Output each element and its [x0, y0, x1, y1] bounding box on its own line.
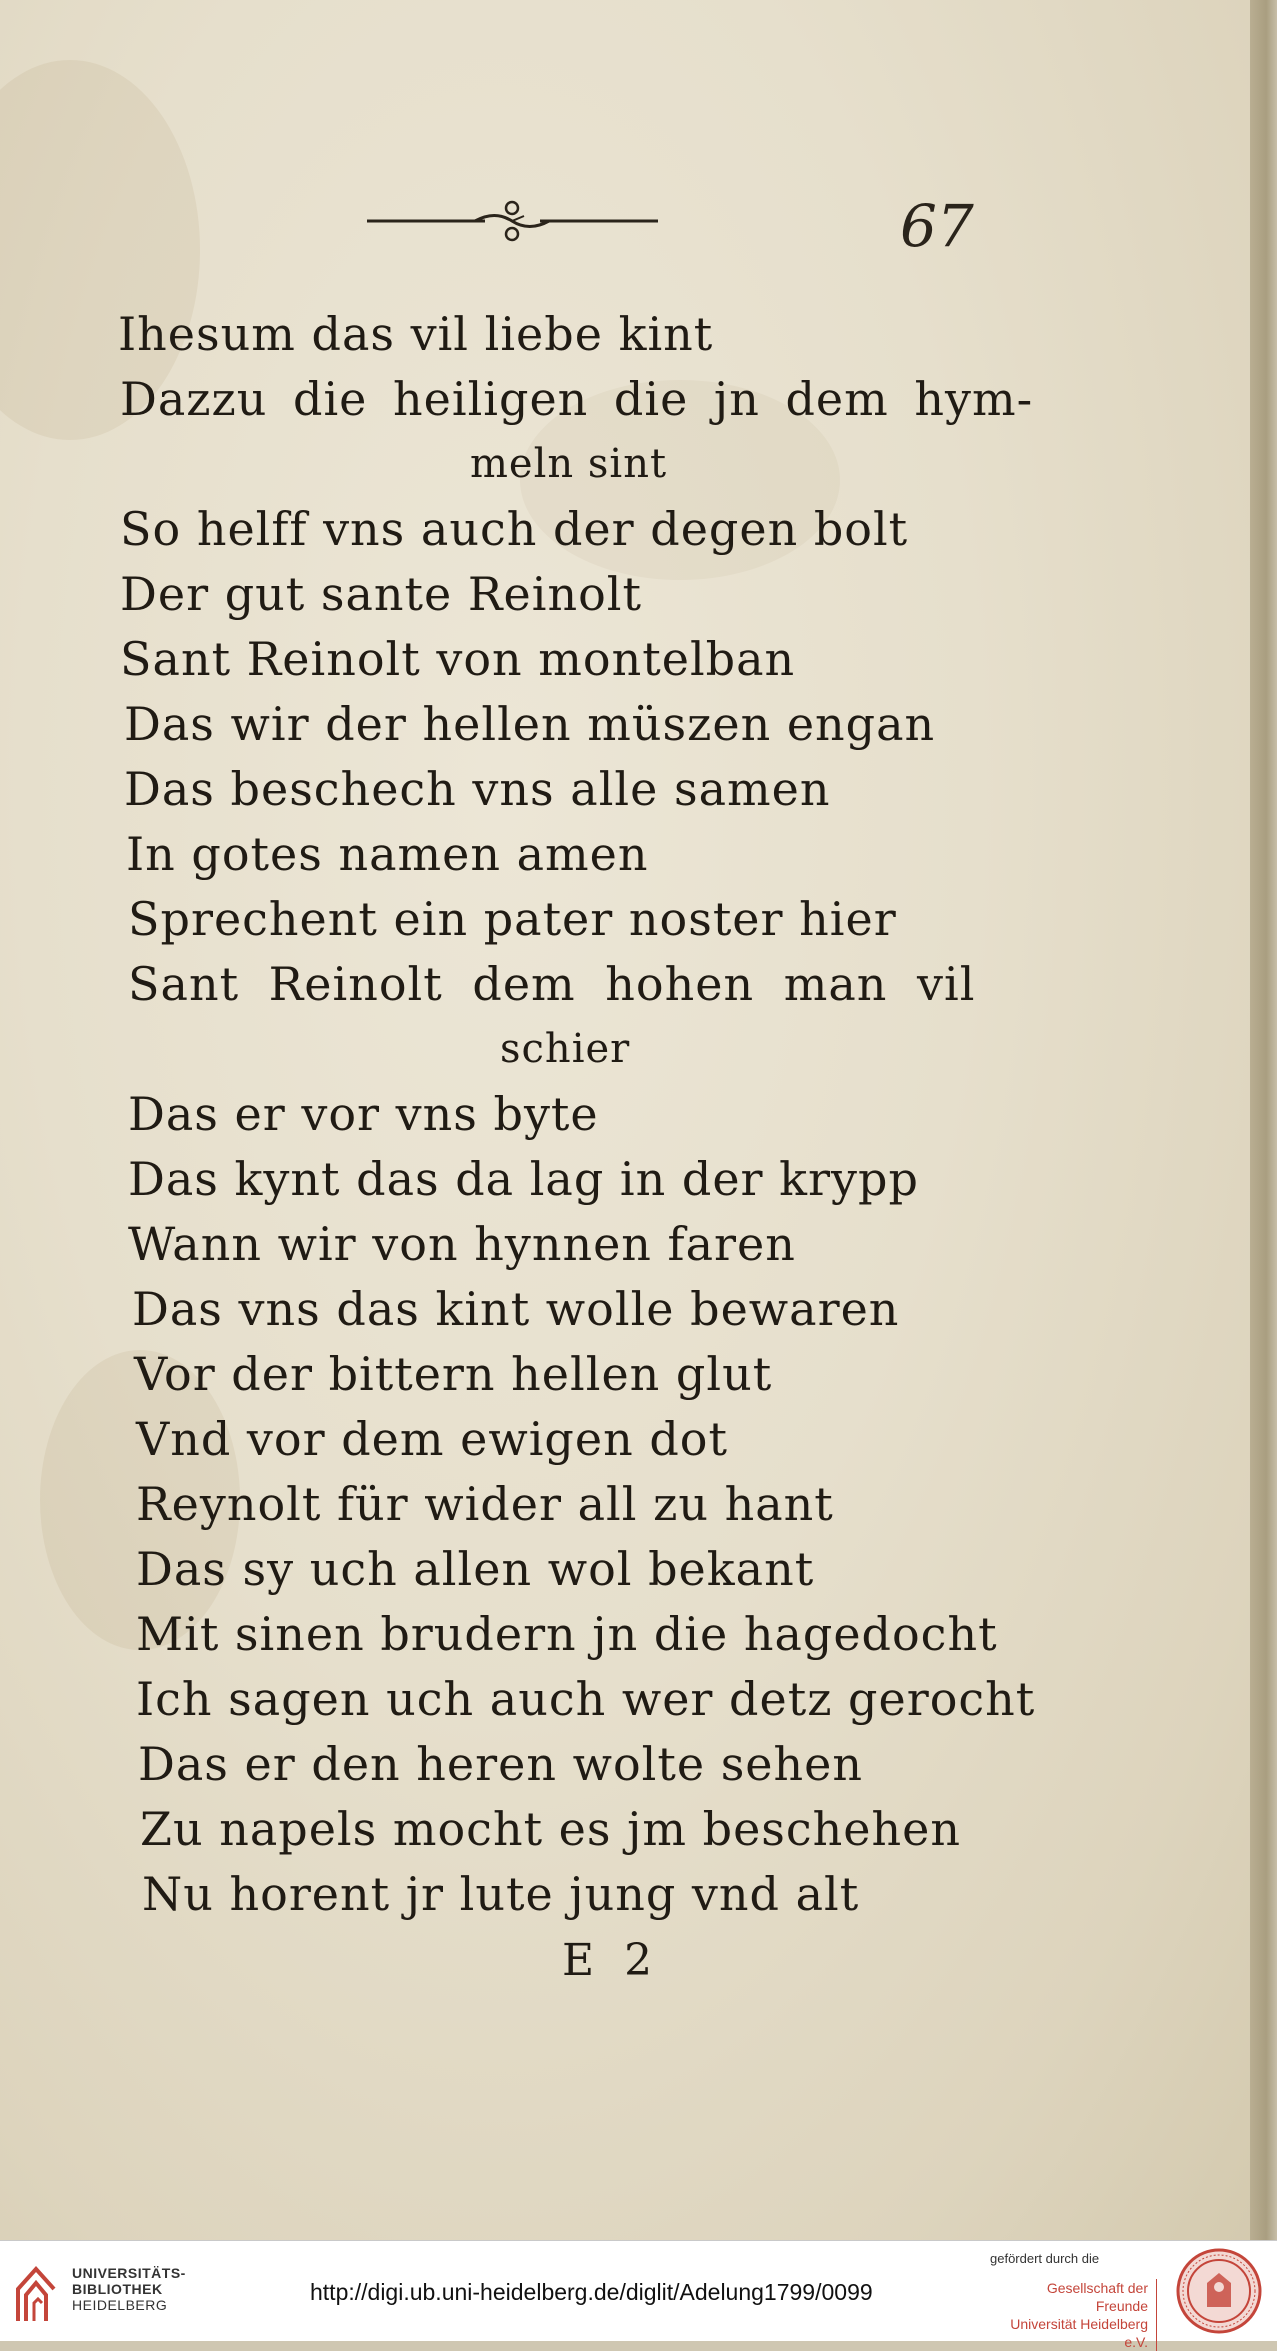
printer-signature-mark: E 2: [562, 1935, 661, 1986]
page-edge: [1250, 0, 1277, 2240]
footer-bar: [0, 2240, 1277, 2350]
verse-line: Nu horent jr lute jung vnd alt: [142, 1867, 860, 1921]
sponsor-caption: gefördert durch die: [990, 2251, 1100, 2266]
library-name-line: HEIDELBERG: [72, 2297, 168, 2313]
permalink-url[interactable]: http://digi.ub.uni-heidelberg.de/diglit/Adelung1799/0099: [310, 2279, 873, 2305]
verse-line: Sprechent ein pater noster hier: [128, 892, 897, 946]
sponsor-name: [994, 2279, 1157, 2351]
verse-line: Vor der bittern hellen glut: [134, 1347, 773, 1401]
verse-line: schier: [500, 1026, 631, 1072]
verse-line: Das er den heren wolte sehen: [138, 1737, 864, 1791]
verse-line: Das sy uch allen wol bekant: [136, 1542, 815, 1596]
verse-line: Dazzu die heiligen die jn dem hym-: [120, 372, 1034, 426]
verse-line: Zu napels mocht es jm beschehen: [140, 1802, 961, 1856]
university-seal-icon: [1175, 2247, 1263, 2335]
verse-line: Der gut sante Reinolt: [120, 567, 642, 621]
library-name-line: UNIVERSITÄTS-: [72, 2265, 186, 2281]
verse-line: Ihesum das vil liebe kint: [118, 307, 714, 361]
verse-line: Das er vor vns byte: [128, 1087, 599, 1141]
verse-line: Das wir der hellen müszen engan: [124, 697, 936, 751]
verse-line: In gotes namen amen: [126, 827, 649, 881]
verse-line: Das kynt das da lag in der krypp: [128, 1152, 919, 1206]
verse-line: Das vns das kint wolle bewaren: [132, 1282, 900, 1336]
verse-line: Ich sagen uch auch wer detz gerocht: [136, 1672, 1036, 1726]
page-number: 67: [900, 192, 974, 260]
verse-line: So helff vns auch der degen bolt: [120, 502, 909, 556]
verse-line: Wann wir von hynnen faren: [128, 1217, 796, 1271]
verse-line: Mit sinen brudern jn die hagedocht: [136, 1607, 998, 1661]
verse-line: meln sint: [470, 441, 668, 487]
library-name: [72, 2265, 186, 2313]
verse-line: Reynolt für wider all zu hant: [136, 1477, 834, 1531]
ub-heidelberg-logo-icon: [14, 2263, 60, 2325]
sponsor-name-line: Universität Heidelberg e.V.: [1010, 2316, 1148, 2350]
verse-line: Sant Reinolt dem hohen man vil: [128, 957, 976, 1011]
verse-line: Sant Reinolt von montelban: [120, 632, 796, 686]
verse-line: Vnd vor dem ewigen dot: [136, 1412, 728, 1466]
verse-line: Das beschech vns alle samen: [124, 762, 831, 816]
sponsor-name-line: Gesellschaft der Freunde: [1046, 2280, 1148, 2314]
library-name-line: BIBLIOTHEK: [72, 2281, 163, 2297]
